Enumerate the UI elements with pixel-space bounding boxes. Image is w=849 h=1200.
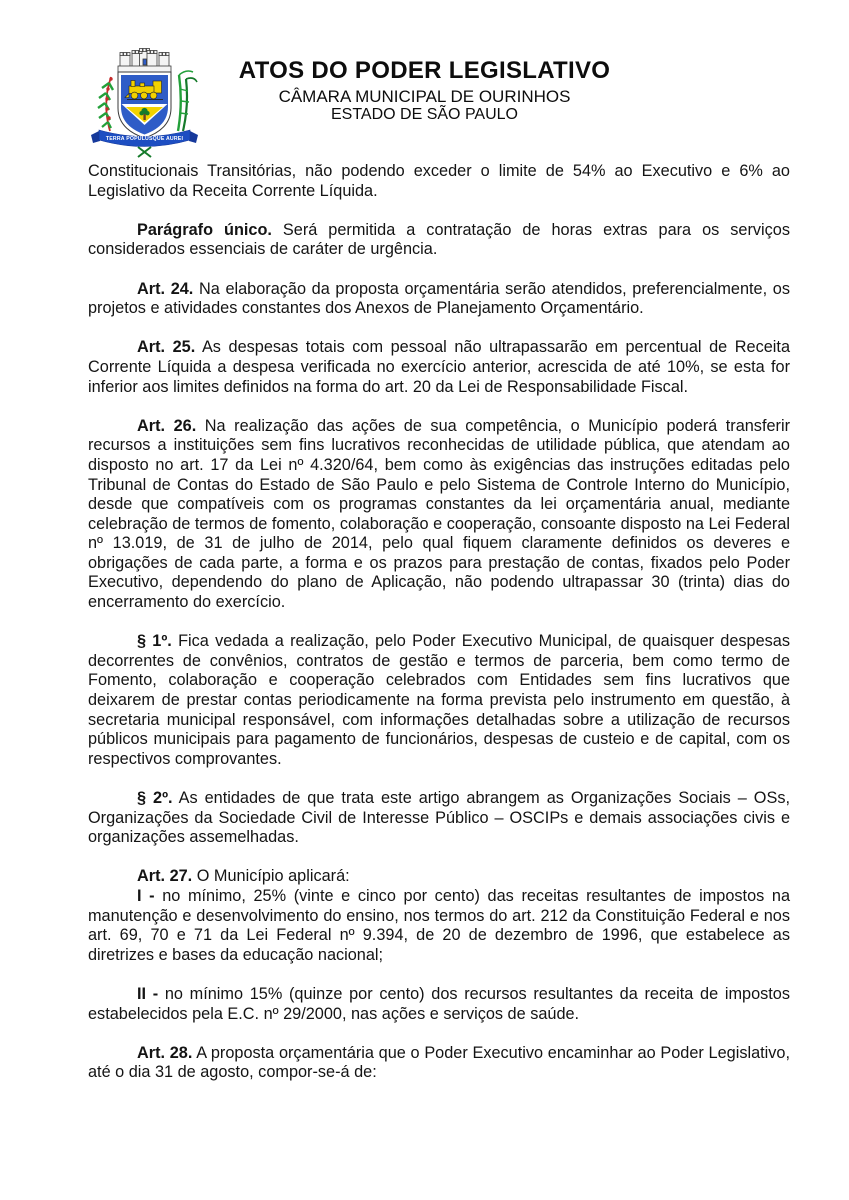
paragrafo-unico: Parágrafo único. Será permitida a contratação de horas extras para os serviços considerados essenciais de caráter de urgência. [88, 220, 790, 259]
letterhead-state: ESTADO DE SÃO PAULO [330, 106, 518, 123]
paragraph-continuation: Constitucionais Transitórias, não podendo exceder o limite de 54% ao Executivo e 6% ao Legislativo da Receita Corrente Líquida. [88, 162, 790, 200]
art-25: Art. 25. As despesas totais com pessoal não ultrapassarão em percentual de Receita Corrente Líquida a despesa verificada no exercício anterior, acrescida de até 10%, se esta for inferior aos limites definidos na forma do art. 20 da Lei de Responsabilidade Fiscal. [88, 338, 791, 396]
paragrafo-1: § 1º. Fica vedada a realização, pelo Poder Executivo Municipal, de quaisquer despesas decorrentes de convênios, contratos de gestão e termos de parceria, bem como termo de Fomento, colaboração e cooperação celebrados com Entidades sem fins lucrativos que deixarem de prestar contas periodicamente na forma prevista pelo instrumento em questão, à secretaria municipal responsável, com informações detalhadas sobre a utilização de recursos públicos municipais para pagamento de funcionários, despesas de custeio e de capital, com os respectivos comprovantes. [88, 632, 790, 768]
inciso-i: I - no mínimo, 25% (vinte e cinco por cento) das receitas resultantes de impostos na manutenção e desenvolvimento do ensino, nos termos do art. 212 da Constituição Federal e nos art. 69, 70 e 71 da Lei Federal nº 9.394, de 20 de dezembro de 1996, que estabelece as diretrizes e bases da educação nacional; [88, 886, 791, 964]
letterhead-chamber: CÂMARA MUNICIPAL DE OURINHOS [278, 87, 571, 106]
art-27: Art. 27. O Município aplicará: [137, 867, 350, 886]
inciso-ii: II - no mínimo 15% (quinze por cento) dos recursos resultantes da receita de impostos estabelecidos pela E.C. nº 29/2000, nas ações e serviços de saúde. [88, 984, 790, 1023]
sprig-icon [138, 147, 151, 157]
art-28: Art. 28. A proposta orçamentária que o Poder Executivo encaminhar ao Poder Legislativo, até o dia 31 de agosto, compor-se-á de: [88, 1043, 790, 1082]
art-24: Art. 24. Na elaboração da proposta orçamentária serão atendidos, preferencialmente, os projetos e atividades constantes dos Anexos de Planejamento Orçamentário. [88, 279, 790, 318]
crest-motto: TERRA POPULUSQUE AUREI [105, 136, 184, 143]
document-body [88, 162, 790, 1103]
page-title: ATOS DO PODER LEGISLATIVO [238, 57, 611, 84]
art-26: Art. 26. Na realização das ações de sua competência, o Município poderá transferir recursos a instituições sem fins lucrativos reconhecidas de utilidade pública, que atendam ao disposto no art. 17 da Lei nº 4.320/64, bem como às exigências das instruções editadas pelo Tribunal de Contas do Estado de São Paulo e pelo Sistema de Controle Interno do Município, desde que compatíveis com os programas constantes da lei orçamentária anual, mediante celebração de termos de fomento, colaboração e cooperação, consoante disposto na Lei Federal nº 13.019, de 31 de julho de 2014, pelo qual fiquem claramente definidos os deveres e obrigações de cada parte, a forma e os prazos para prestação de contas, fixados pelo Poder Executivo, dependendo do plano de Aplicação, não podendo ultrapassar 30 (trinta) dias do encerramento do exercício. [88, 416, 790, 612]
letterhead [0, 57, 849, 124]
paragrafo-2: § 2º. As entidades de que trata este artigo abrangem as Organizações Sociais – OSs, Organizações da Sociedade Civil de Interesse Público – OSCIPs e demais associações civis e organizações assemelhadas. [88, 789, 790, 847]
